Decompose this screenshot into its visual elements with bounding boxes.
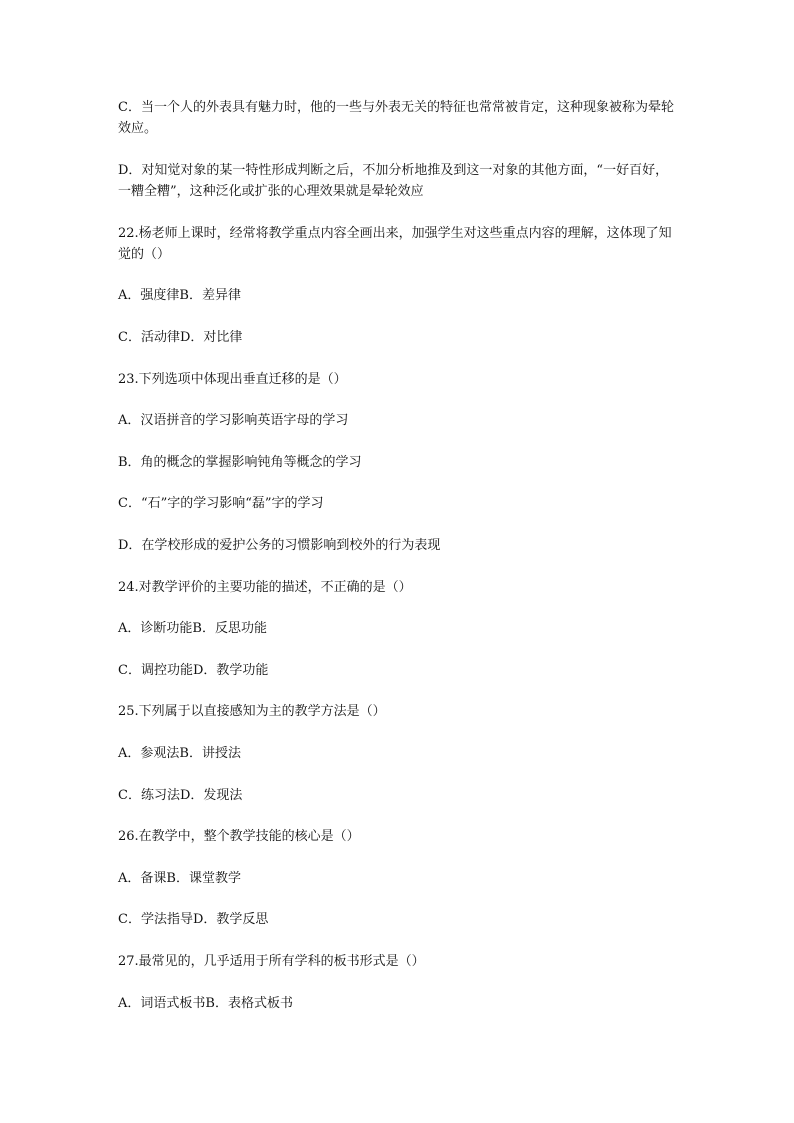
question-27-options-ab: A．词语式板书B．表格式板书: [118, 996, 293, 1011]
question-23-option-c: C．“石”字的学习影响“磊”字的学习: [118, 496, 324, 511]
question-23-option-a: A．汉语拼音的学习影响英语字母的学习: [118, 413, 349, 428]
question-25: 25.下列属于以直接感知为主的教学方法是（）: [118, 704, 386, 719]
question-22: 22.杨老师上课时，经常将教学重点内容全画出来，加强学生对这些重点内容的理解，这体现了知觉的（）: [118, 226, 672, 262]
option-c-halo-effect: C．当一个人的外表具有魅力时，他的一些与外表无关的特征也常常被肯定，这种现象被称为晕轮效应。: [118, 100, 674, 136]
question-26: 26.在教学中，整个教学技能的核心是（）: [118, 829, 360, 844]
question-24-options-ab: A．诊断功能B．反思功能: [118, 621, 267, 636]
question-23: 23.下列选项中体现出垂直迁移的是（）: [118, 372, 347, 387]
question-22-options-cd: C．活动律D．对比律: [118, 330, 243, 345]
question-23-option-b: B．角的概念的掌握影响钝角等概念的学习: [118, 455, 362, 470]
question-24-options-cd: C．调控功能D．教学功能: [118, 663, 269, 678]
question-25-options-ab: A．参观法B．讲授法: [118, 746, 241, 761]
question-23-option-d: D．在学校形成的爱护公务的习惯影响到校外的行为表现: [118, 538, 441, 553]
question-26-options-ab: A．备课B．课堂教学: [118, 871, 241, 886]
question-27: 27.最常见的，几乎适用于所有学科的板书形式是（）: [118, 954, 425, 969]
question-24: 24.对教学评价的主要功能的描述，不正确的是（）: [118, 580, 412, 595]
question-22-options-ab: A．强度律B．差异律: [118, 288, 241, 303]
option-d-halo-effect: D．对知觉对象的某一特性形成判断之后，不加分析地推及到这一对象的其他方面，“一好百好，一糟全糟”，这种泛化或扩张的心理效果就是晕轮效应: [118, 163, 669, 199]
question-26-options-cd: C．学法指导D．教学反思: [118, 912, 269, 927]
question-25-options-cd: C．练习法D．发现法: [118, 788, 243, 803]
